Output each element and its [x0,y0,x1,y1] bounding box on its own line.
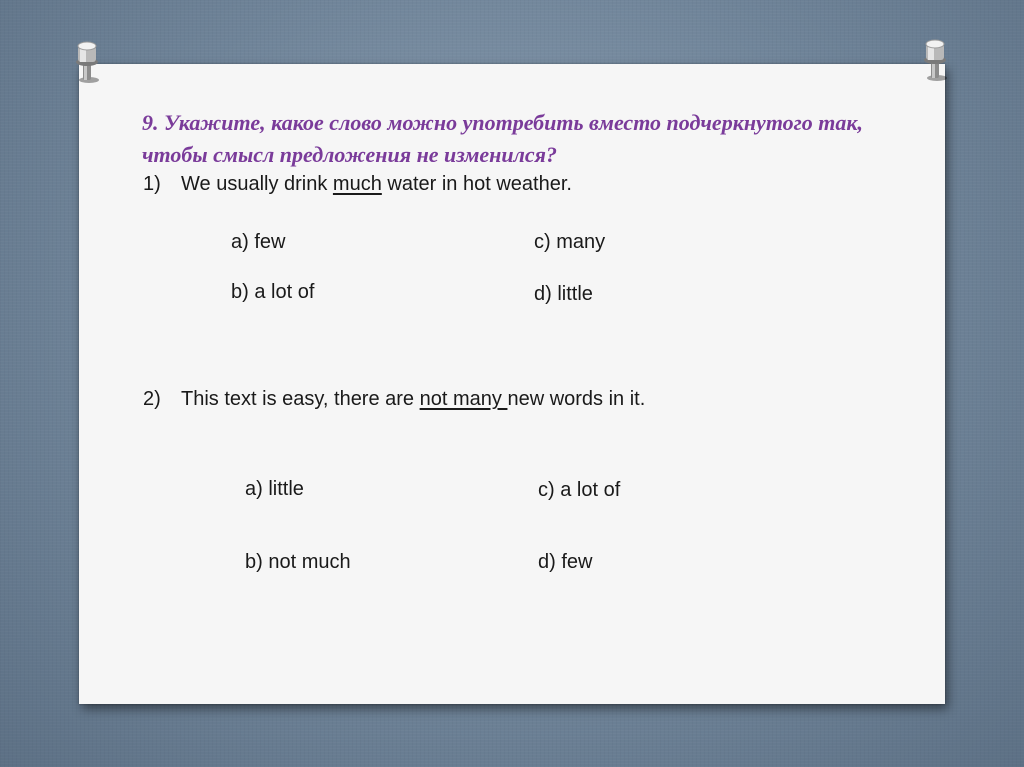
sentence-2-before: This text is easy, there are [181,388,420,410]
sentence-1 [143,173,572,196]
item-1-option-d[interactable]: d) little [534,283,593,305]
sentence-2-after: new words in it. [507,388,646,410]
pushpin-right-icon [918,38,952,82]
item-1-option-c[interactable]: c) many [534,231,606,253]
question-title: 9. Укажите, какое слово можно употребить вместо подчеркнутого так, чтобы смысл предложения не изменился? [142,110,864,167]
item-2-option-d[interactable]: d) few [538,551,593,573]
item-2-option-c[interactable]: c) a lot of [538,479,621,501]
sentence-2 [143,388,645,411]
item-2-option-a[interactable]: a) little [245,478,304,500]
item-2-option-b[interactable]: b) not much [245,551,351,573]
item-1-option-a[interactable]: a) few [231,231,286,253]
sentence-1-after: water in hot weather. [381,173,572,195]
item-1-option-b[interactable]: b) a lot of [231,281,315,303]
sentence-2-number: 2) [143,388,161,410]
sentence-2-underlined: not many [419,388,508,410]
sentence-1-number: 1) [143,173,161,195]
sentence-1-before: We usually drink [181,173,333,195]
pushpin-left-icon [70,40,104,84]
sentence-1-underlined: much [332,173,382,195]
